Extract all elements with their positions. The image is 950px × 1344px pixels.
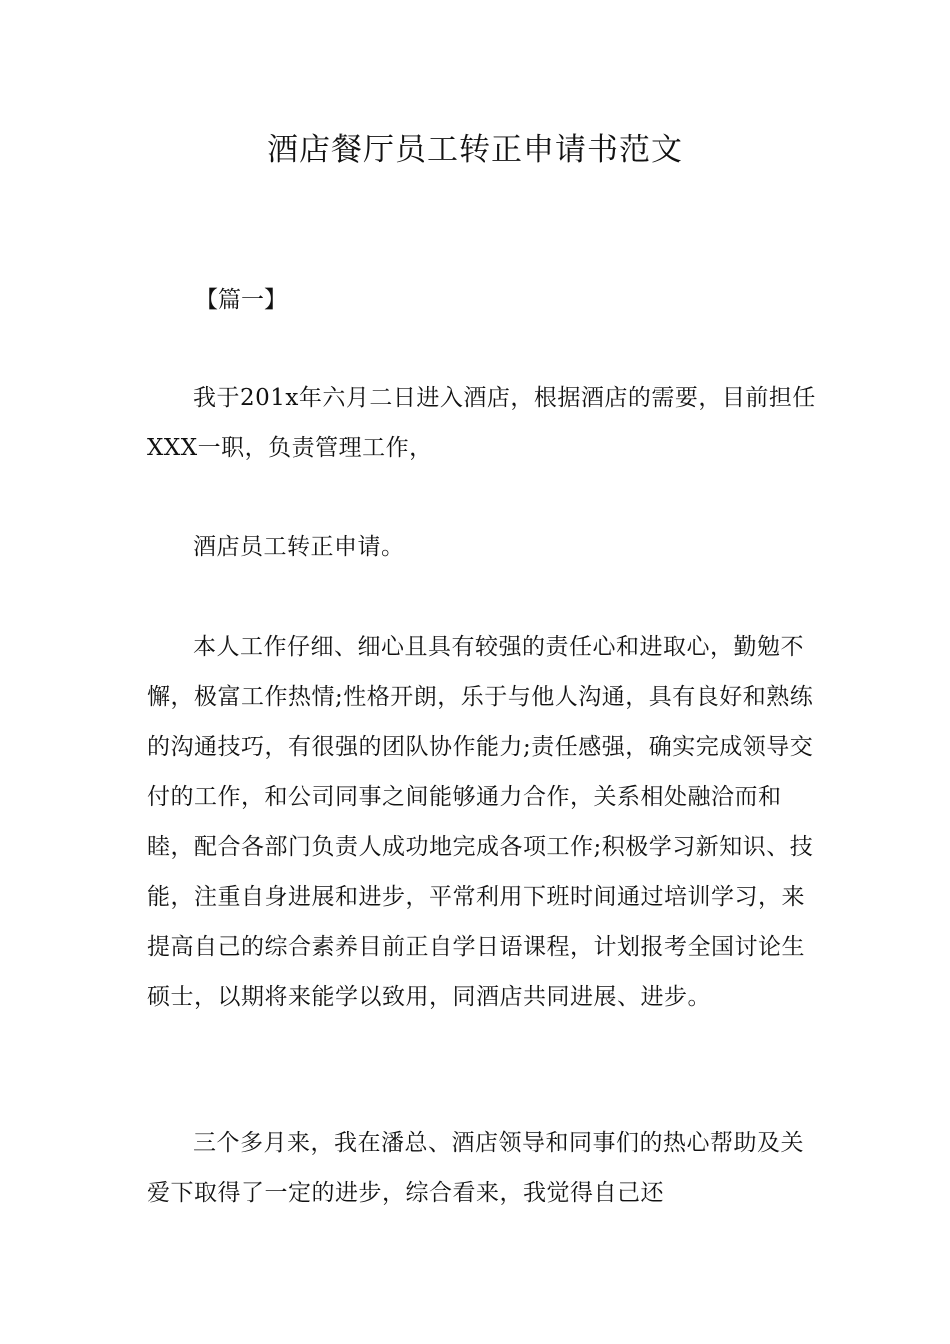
document-title: 酒店餐厅员工转正申请书范文 (267, 132, 683, 168)
paragraph-4: 三个多月来，我在潘总、酒店领导和同事们的热心帮助及关爱下取得了一定的进步，综合看来，我觉得自己还 (147, 1130, 804, 1206)
section-label: 【篇一】 (195, 287, 287, 313)
paragraph-2: 酒店员工转正申请。 (193, 534, 405, 560)
paragraph-3: 本人工作仔细、细心且具有较强的责任心和进取心，勤勉不懈，极富工作热情;性格开朗，乐于与他人沟通，具有良好和熟练的沟通技巧，有很强的团队协作能力;责任感强，确实完成领导交付的工作，和公司同事之间能够通力合作，关系相处融洽而和睦，配合各部门负责人成功地完成各项工作;积极学习新知识、技能，注重自身进展和进步，平常利用下班时间通过培训学习，来提高自己的综合素养目前正自学日语课程，计划报考全国讨论生硕士，以期将来能学以致用，同酒店共同进展、进步。 (147, 634, 814, 1010)
paragraph-1: 我于201x年六月二日进入酒店，根据酒店的需要，目前担任XXX一职，负责管理工作， (147, 385, 816, 461)
